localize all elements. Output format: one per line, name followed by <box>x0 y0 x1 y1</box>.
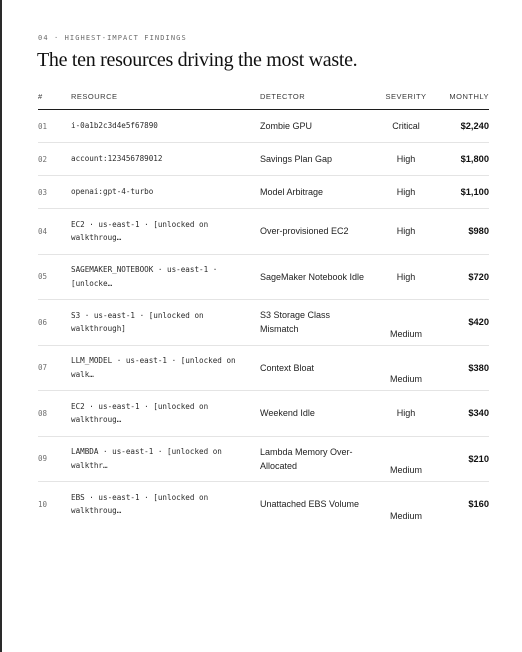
resource-id: i-0a1b2c3d4e5f67890 <box>71 121 158 131</box>
severity-label: Medium <box>389 328 422 339</box>
resource-id: SAGEMAKER_NOTEBOOK · us-east-1 · [unlocke… <box>71 265 218 288</box>
severity-label: Medium <box>389 465 422 475</box>
monthly-cost: $980 <box>468 226 489 237</box>
severity-label: Critical <box>392 121 420 131</box>
header-num: # <box>38 91 43 101</box>
resource-id: account:123456789012 <box>71 154 163 164</box>
resource-id: LAMBDA · us-east-1 · [unlocked on walkthr… <box>71 447 222 470</box>
section-title: The ten resources driving the most waste. <box>37 49 358 71</box>
resource-id: EBS · us-east-1 · [unlocked on walkthroug… <box>71 492 209 516</box>
severity-label: Medium <box>389 374 422 384</box>
table-row <box>38 255 489 301</box>
monthly-cost: $720 <box>468 271 489 282</box>
resource-id: S3 · us-east-1 · [unlocked on walkthrough] <box>71 310 204 334</box>
row-number: 02 <box>38 154 48 164</box>
monthly-cost: $420 <box>468 317 489 328</box>
monthly-cost: $380 <box>468 362 489 373</box>
table-row <box>38 143 489 176</box>
detector-name: Weekend Idle <box>260 408 315 419</box>
table-row <box>38 110 489 143</box>
table-row <box>38 391 489 437</box>
detector-name: Unattached EBS Volume <box>260 499 360 510</box>
detector-name: Zombie GPU <box>260 121 313 131</box>
detector-name: Savings Plan Gap <box>260 154 333 164</box>
monthly-cost: $210 <box>468 453 489 464</box>
table-row <box>38 300 489 346</box>
detector-name: Lambda Memory Over-Allocated <box>260 446 353 471</box>
severity-label: Medium <box>389 510 422 521</box>
row-number: 08 <box>38 408 48 418</box>
header-detector: DETECTOR <box>260 91 306 101</box>
header-resource: RESOURCE <box>71 91 118 101</box>
findings-table <box>38 86 489 527</box>
table-header-row <box>38 86 489 110</box>
detector-name: SageMaker Notebook Idle <box>260 271 365 282</box>
severity-label: High <box>396 271 416 282</box>
row-number: 07 <box>38 363 48 373</box>
row-number: 10 <box>38 499 48 509</box>
resource-id: openai:gpt-4-turbo <box>71 187 154 197</box>
header-monthly: MONTHLY <box>449 91 489 101</box>
row-number: 09 <box>38 454 48 464</box>
monthly-cost: $2,240 <box>460 121 489 131</box>
row-number: 05 <box>38 272 48 282</box>
severity-label: High <box>396 187 416 197</box>
detector-name: Over-provisioned EC2 <box>260 226 349 237</box>
monthly-cost: $160 <box>468 499 489 510</box>
page-edge-rule <box>0 0 2 652</box>
monthly-cost: $1,800 <box>460 154 489 164</box>
row-number: 04 <box>38 226 48 236</box>
detector-name: Model Arbitrage <box>260 187 324 197</box>
row-number: 06 <box>38 317 48 327</box>
resource-id: EC2 · us-east-1 · [unlocked on walkthroug… <box>71 219 209 243</box>
detector-name: S3 Storage Class Mismatch <box>260 310 331 335</box>
row-number: 03 <box>38 187 48 197</box>
section-eyebrow: 04 · HIGHEST-IMPACT FINDINGS <box>38 34 187 42</box>
table-row <box>38 437 489 483</box>
severity-label: High <box>396 226 416 237</box>
row-number: 01 <box>38 121 48 131</box>
monthly-cost: $340 <box>468 408 489 419</box>
table-row <box>38 482 489 527</box>
table-row <box>38 176 489 209</box>
table-row <box>38 209 489 255</box>
detector-name: Context Bloat <box>260 362 315 373</box>
resource-id: EC2 · us-east-1 · [unlocked on walkthroug… <box>71 401 209 425</box>
severity-label: High <box>396 408 416 419</box>
table-row <box>38 346 489 392</box>
monthly-cost: $1,100 <box>460 187 489 197</box>
header-severity: SEVERITY <box>385 91 427 101</box>
resource-id: LLM_MODEL · us-east-1 · [unlocked on walk… <box>71 356 236 379</box>
severity-label: High <box>396 154 416 164</box>
